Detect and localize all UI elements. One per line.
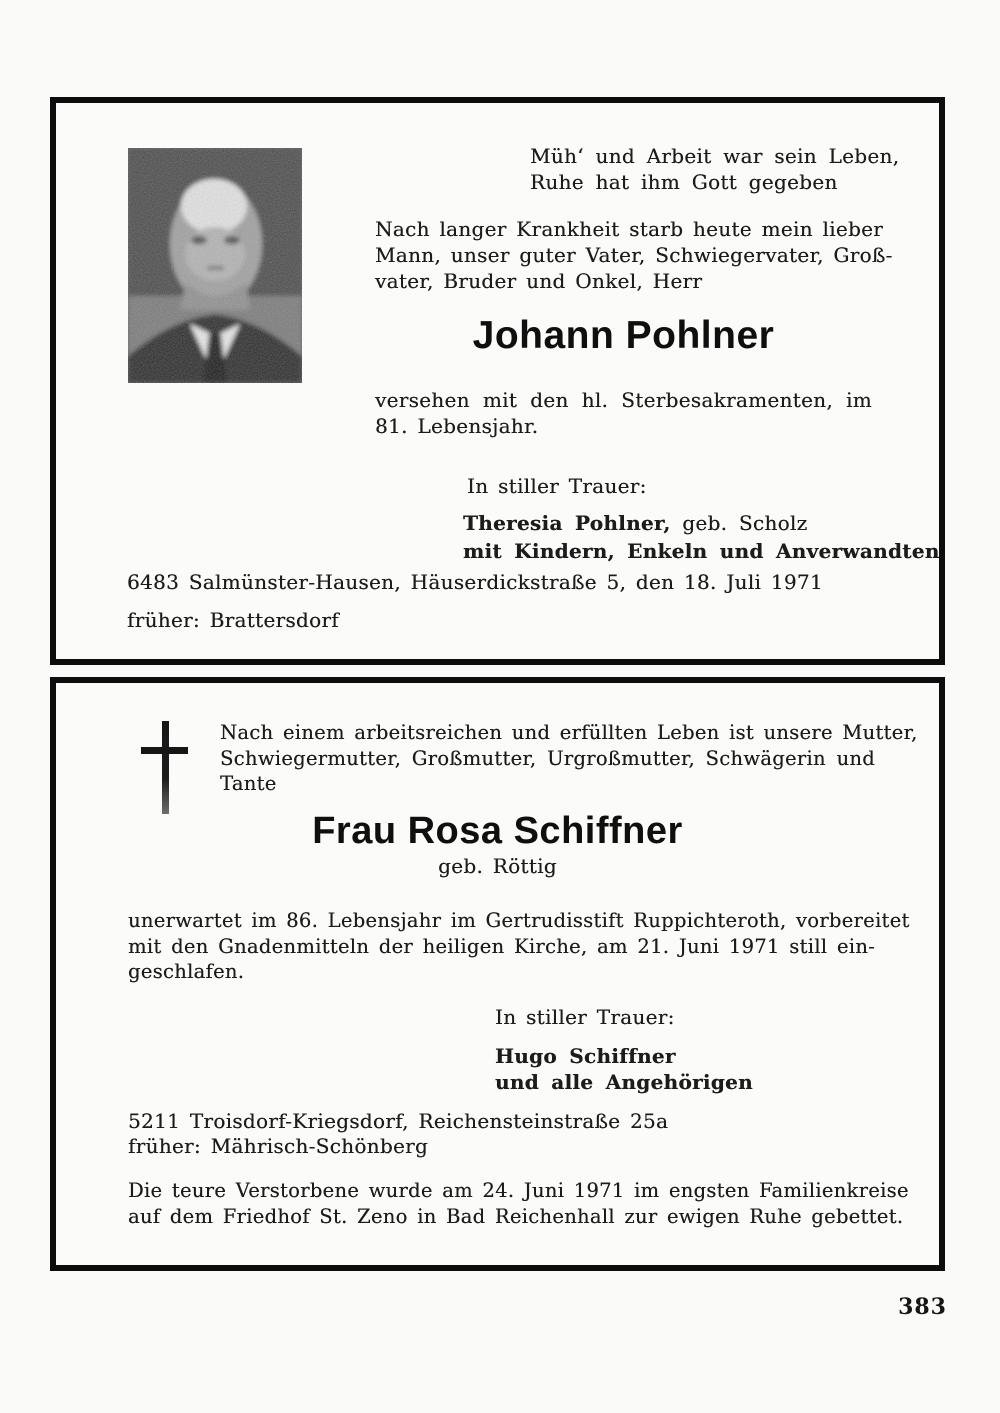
- mourners-list: [495, 1043, 915, 1095]
- cross-vertical-bar: [162, 721, 169, 814]
- maiden-name: geb. Röttig: [438, 854, 557, 878]
- cross-horizontal-bar: [141, 747, 188, 754]
- mourner-name: Theresia Pohlner,: [463, 511, 671, 535]
- mourner-name-suffix: geb. Scholz: [670, 511, 808, 535]
- mourning-label: [495, 1004, 895, 1030]
- burial-line: Die teure Verstorbene wurde am 24. Juni 1971 im engsten Familienkreise: [128, 1179, 909, 1202]
- burial-line: auf dem Friedhof St. Zeno in Bad Reichenhall zur ewigen Ruhe gebettet.: [128, 1204, 904, 1228]
- announcement-line: vater, Bruder und Onkel, Herr: [375, 269, 703, 293]
- announcement-line: Nach langer Krankheit starb heute mein lieber: [375, 217, 884, 241]
- deceased-name: Frau Rosa Schiffner: [312, 810, 683, 852]
- mourner-line: [463, 509, 903, 537]
- announcement-line: Mann, unser guter Vater, Schwiegervater, Groß-: [375, 243, 893, 267]
- former-residence-line: früher: Brattersdorf: [127, 608, 339, 632]
- mourner-line: Hugo Schiffner: [495, 1044, 676, 1068]
- deceased-name: Johann Pohlner: [472, 314, 775, 357]
- verse-line: Müh‘ und Arbeit war sein Leben,: [530, 144, 900, 168]
- sacraments-line: versehen mit den hl. Sterbesakramenten, im: [375, 388, 872, 412]
- announcement-line: Schwiegermutter, Großmutter, Urgroßmutter, Schwägerin und: [220, 746, 875, 770]
- portrait-photo-image: [128, 148, 302, 383]
- death-details-line: mit den Gnadenmitteln der heiligen Kirche, am 21. Juni 1971 still ein-: [128, 934, 875, 958]
- mourners-list: [463, 509, 940, 565]
- cross-icon: [141, 721, 188, 814]
- burial-text: [128, 1178, 909, 1229]
- death-details-line: geschlafen.: [128, 960, 245, 983]
- memorial-verse: [530, 144, 900, 195]
- verse-line: Ruhe hat ihm Gott gegeben: [530, 169, 838, 194]
- former-residence-line: früher: Mährisch-Schönberg: [128, 1134, 429, 1158]
- mourning-label: [467, 473, 867, 499]
- address-line: 5211 Troisdorf-Kriegsdorf, Reichensteinstraße 25a: [128, 1109, 669, 1133]
- mourner-line: mit Kindern, Enkeln und Anverwandten: [463, 539, 940, 563]
- death-announcement-text: [375, 216, 893, 294]
- death-details-line: unerwartet im 86. Lebensjahr im Gertrudisstift Ruppichteroth, vorbereitet: [128, 909, 910, 932]
- mourning-label-text: In stiller Trauer:: [495, 1005, 675, 1029]
- announcement-line: Tante: [220, 772, 277, 795]
- sacraments-line: 81. Lebensjahr.: [375, 413, 539, 438]
- mourner-line: und alle Angehörigen: [495, 1070, 753, 1094]
- death-details-text: [128, 908, 910, 985]
- deceased-portrait-photo: [128, 148, 302, 383]
- announcement-line: Nach einem arbeitsreichen und erfüllten Leben ist unsere Mutter,: [220, 721, 918, 744]
- sacraments-text: [375, 388, 872, 439]
- death-announcement-text: [220, 720, 918, 797]
- mourning-label-text: In stiller Trauer:: [467, 474, 647, 498]
- address-line: 6483 Salmünster-Hausen, Häuserdickstraße 5, den 18. Juli 1971: [127, 570, 823, 594]
- page-number: 383: [898, 1294, 947, 1320]
